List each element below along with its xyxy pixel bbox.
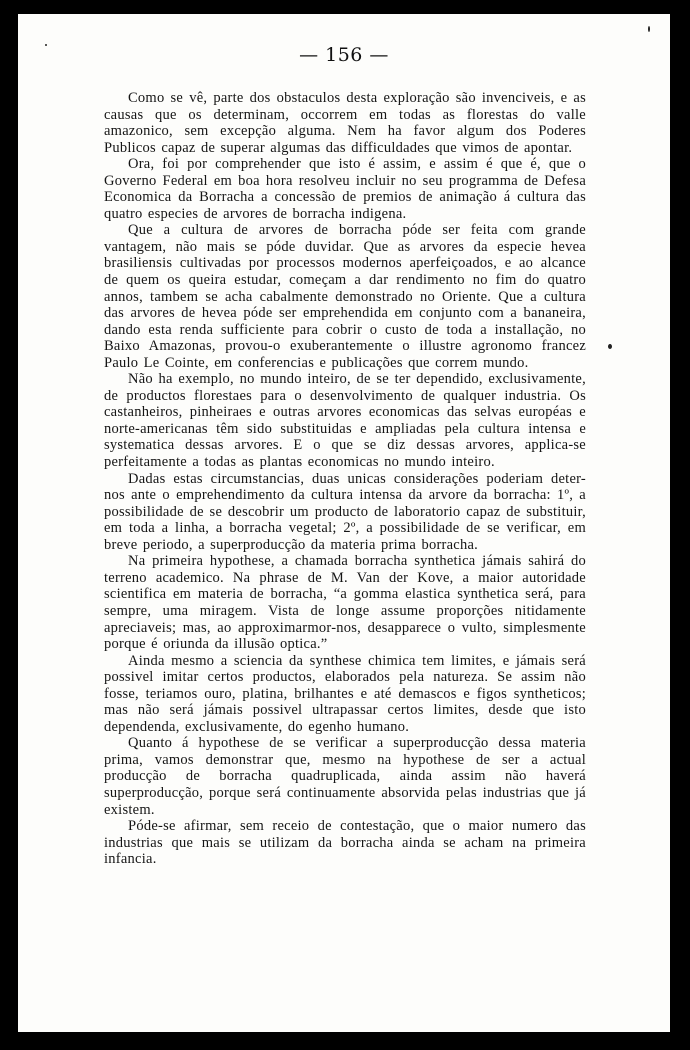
paragraph: Dadas estas circumstancias, duas unicas considerações poderiam deter-nos ante o emprehendimento da cultura intensa da arvore da borracha: 1º, a possibilidade de se descobrir um producto de laboratorio capaz de substituir, em toda a linha, a borracha vegetal; 2º, a possibilidade de se verificar, em breve periodo, a superproducção da materia prima borracha. [104,470,586,553]
document-page [18,14,670,1032]
paragraph: Não ha exemplo, no mundo inteiro, de se ter dependido, exclusivamente, de productos florestaes para o desenvolvimento de qualquer industria. Os castanheiros, pinheiraes e outras arvores economicas das selvas européas e norte-americanas têm sido substituidas e ampliadas pela cultura intensa e systematica dessas arvores. E o que se diz dessas arvores, applica-se perfeitamente a todas as plantas economicas no mundo inteiro. [104,371,586,471]
paragraph: Póde-se afirmar, sem receio de contestação, que o maior numero das industrias que mais se utilizam da borracha ainda se acham na primeira infancia. [104,818,586,868]
ink-speck [45,44,47,46]
paragraph: Ora, foi por comprehender que isto é assim, e assim é que é, que o Governo Federal em boa hora resolveu incluir no seu programma de Defesa Economica da Borracha a concessão de premios de animação á cultura das quatro especies de arvores de borracha indigena. [104,156,586,222]
paragraph: Que a cultura de arvores de borracha póde ser feita com grande vantagem, não mais se póde duvidar. Que as arvores da especie hevea brasiliensis cultivadas por processos modernos aperfeiçoados, e ao alcance de quem os queira estudar, começam a dar rendimento no fim do quatro annos, tambem se acha cabalmente demonstrado no Oriente. Que a cultura das arvores de hevea póde ser emprehendida em conjunto com a bananeira, dando esta renda sufficiente para cobrir o custo de toda a installação, no Baixo Amazonas, provou-o exuberantemente o illustre agronomo francez Paulo Le Cointe, em conferencias e publicações que correm mundo. [104,222,586,371]
paragraph: Ainda mesmo a sciencia da synthese chimica tem limites, e jámais será possivel imitar certos productos, elaborados pela natureza. Se assim não fosse, teriamos ouro, platina, brilhantes e até demascos e figos syntheticos; mas não será jámais possivel ultrapassar certos limites, desde que isto dependenda, exclusivamente, do egenho humano. [104,652,586,735]
page-number: — 156 — [299,44,389,66]
ink-speck [648,26,650,32]
paragraph: Na primeira hypothese, a chamada borracha synthetica jámais sahirá do terreno academico. Na phrase de M. Van der Kove, a maior autoridade scientifica em materia de borracha, “a gomma elastica synthetica será, para sempre, uma miragem. Vista de longe assume proporções nitidamente apreciaveis; mas, ao approximarmor-nos, desapparece o vulto, simplesmente porque é oriunda da illusão optica.” [104,553,586,653]
paragraph: Como se vê, parte dos obstaculos desta exploração são invenciveis, e as causas que os determinam, occorrem em todas as florestas do valle amazonico, sem excepção alguma. Nem ha favor algum dos Poderes Publicos capaz de superar algumas das difficuldades que vimos de apontar. [104,90,586,156]
ink-speck [608,344,612,349]
body-text [104,90,586,868]
paragraph: Quanto á hypothese de se verificar a superproducção dessa materia prima, vamos demonstrar que, mesmo na hypothese de ser a actual producção de borracha quadruplicada, ainda assim não haverá superproducção, porque será continuamente absorvida pelas industrias que já existem. [104,735,586,818]
